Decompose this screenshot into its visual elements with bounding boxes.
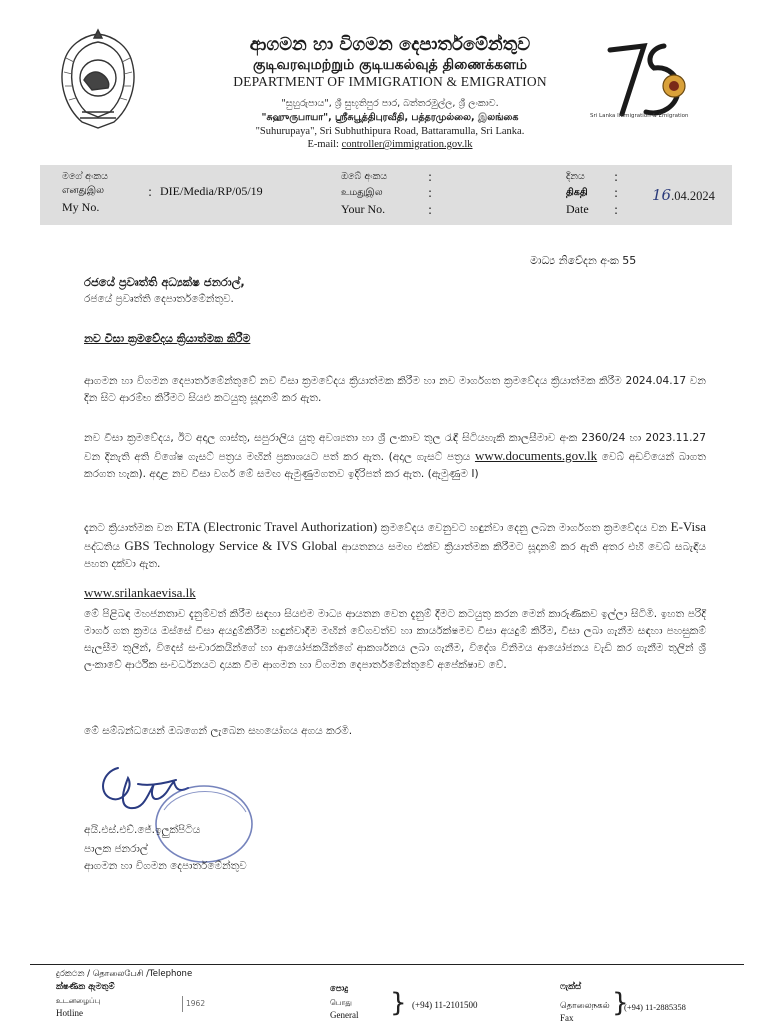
fax-label-si: ෆැක්ස් [560, 982, 582, 992]
your-no-label-si: ඔබේ අංකය [341, 171, 388, 182]
signatory-name: අයි.එස්.එච්.ජේ.ඉලුක්පිටිය [84, 824, 201, 836]
department-name-english: DEPARTMENT OF IMMIGRATION & EMIGRATION [233, 74, 547, 89]
paragraph-3-gbs: GBS Technology Service & IVS Global [124, 538, 338, 553]
general-label-ta: பொது [330, 998, 352, 1007]
email-label: E-mail: [307, 139, 339, 150]
your-no-colon-2: : [428, 186, 433, 200]
signatory-department: ආගමන හා විගමන දෙපාර්තමේන්තුව [84, 860, 247, 872]
my-no-value: DIE/Media/RP/05/19 [160, 184, 263, 198]
date-value [652, 186, 715, 204]
department-name-tamil: குடிவரவுமற்றும் குடியகல்வுத் திணைக்களம் [253, 57, 527, 73]
footer-divider [30, 964, 744, 965]
addressee-line-2: රජයේ ප්‍රවෘත්ති දෙපාර්තමේන්තුව. [84, 293, 234, 305]
email-line [180, 139, 600, 150]
hotline-label-ta: உடனழைப்பு [56, 996, 101, 1005]
paragraph-5: මේ සම්බන්ධයෙන් ඔබගෙන් ලැබෙන සහයෝගය අගය කරමි. [84, 725, 353, 737]
fax-value: (+94) 11-2885358 [624, 1002, 686, 1012]
my-no-colon: : [148, 185, 153, 199]
email-link[interactable]: controller@immigration.gov.lk [341, 139, 473, 150]
srilankaevisa-link[interactable]: www.srilankaevisa.lk [84, 585, 196, 600]
fax-label-ta: தொலைநகல் [560, 1001, 610, 1011]
signatory-title: පාලක ජනරාල් [84, 843, 148, 855]
paragraph-3-evisa: E-Visa [670, 519, 706, 534]
general-label-en: General [330, 1010, 359, 1020]
your-no-label-ta: உமதுஇல [341, 187, 383, 198]
paragraph-4: මේ පිළිබඳ මහජනතාව දැනුම්වත් කිරීම සඳහා සියළුම මාධ්‍ය ආයතන වෙත දැනුම් දීමට කටයුතු කරන මෙන් කාරුණිකව ඉල්ලා සිටිමි. ඉහත පරිදි මාර්ග ගත ක්‍රමය ඔස්සේ වීසා අයදුම්කිරීම හඳුන්වාදීම මඟින් වේගවත්ව හා කාර්යක්ෂමව වීසා අයදුම් කිරීම, වීසා ලබා ගැනීම සඳහා පහසුකම් සැලසීම තුලින්, විදෙස් සංචාරකයින්ගේ හා ආයෝජකයින්ගේ ආකර්ශනය ලබා ගැනීම, විදේශ විනිමය ආයෝජනය වැඩි කර ගැනීම තුලින් ශ්‍රී ලංකාවේ ආර්ථික සංවර්ධනයට දායක වීම ආගමන හා විගමන දෙපාර්තමේන්තුවේ අපේක්ෂාව වේ. [84, 608, 706, 671]
paragraph-3-eta: ETA (Electronic Travel Authorization) [176, 519, 378, 534]
logo-caption: Sri Lanka Immigration & Emigration [590, 113, 689, 119]
date-label-en: Date [566, 202, 589, 216]
my-no-label-ta: எனதுஇல [62, 185, 104, 196]
address-english: "Suhurupaya", Sri Subhuthipura Road, Battaramulla, Sri Lanka. [255, 126, 525, 137]
your-no-label-en: Your No. [341, 202, 386, 216]
paragraph-3-text-c: පද්ධතිය [84, 541, 120, 553]
general-brace: } [390, 988, 407, 1018]
your-no-colon-3: : [428, 203, 433, 217]
date-label-ta: திகதி [566, 187, 588, 198]
your-no-colon-1: : [428, 170, 433, 184]
address-sinhala: "සුහුරුපාය", ශ්‍රී සුභූතිපුර පාර, බත්තරමුල්ල, ශ්‍රී ලංකාව. [281, 98, 499, 109]
fax-label-en: Fax [560, 1013, 574, 1023]
paragraph-1: ආගමන හා විගමන දෙපාර්තමේන්තුවේ නව වීසා ක්‍රමවේදය ක්‍රියාත්මක කිරීම හා නව මාර්ගගත ක්‍රමවේදය ක්‍රියාත්මක කිරීම 2024.04.17 වන දින සිට ආරම්භ කිරීමට සියළු කටයුතු සූදානම් කර ඇත. [84, 375, 706, 404]
paragraph-2-text-b: වෙබ් අඩවියෙන් බාගත කරගත හැක). අදාළ නව වීසා වර්ග මේ සමඟ ඇමුණුමගතව ඉදිරිපත් කර ඇත. (ඇමුණුම I) [84, 451, 706, 480]
documents-gov-link[interactable]: www.documents.gov.lk [474, 448, 598, 463]
paragraph-3-text-d: ආයතනය සමඟ එක්ව ක්‍රියාත්මක කිරීමට සූදානම් කර ඇති අතර එහි වෙබ් සබැඳිය පහත දක්වා ඇත. [84, 541, 707, 570]
paragraph-2-text-a: නව වීසා ක්‍රමවේදය, ඊට අදාල ගාස්තු, සපුරාලිය යුතු අවශ්‍යතා හා ශ්‍රී ලංකාව තුල රැඳී සිටියහැකි කාලසීමාව අංක 2360/24 හා 2023.11.27 වන දිනැති අති විශේෂ ගැසට් පත්‍රය මඟින් ප්‍රකාශයට පත් කර ඇත. (අදාල ගැසට් පත්‍රය [84, 432, 706, 463]
date-colon-3: : [614, 203, 619, 217]
date-label-si: දිනය [566, 171, 585, 182]
media-release-number: මාධ්‍ය නිවේදන අංක 55 [530, 254, 637, 267]
paragraph-3 [84, 518, 706, 573]
fax-brace: } [612, 988, 629, 1018]
paragraph-3-text-a: දැනට ක්‍රියාත්මක වන [84, 522, 173, 534]
hotline-label-si: ක්ෂණික ඇමතුම් [56, 982, 115, 992]
paragraph-3-text-b: ක්‍රමවේදය වෙනුවට හඳුන්වා දෙනු ලබන මාර්ගගත ක්‍රමවේදය වන [380, 522, 668, 534]
letter-subject: නව වීසා ක්‍රමවේදය ක්‍රියාත්මක කිරීම [84, 332, 251, 345]
date-value-rest: .04.2024 [671, 189, 715, 203]
date-colon-2: : [614, 186, 619, 200]
telephone-label: දුරකථන / தொலைபேசி /Telephone [56, 969, 193, 979]
department-name-sinhala: ආගමන හා විගමන දෙපාර්තමේන්තුව [249, 34, 531, 55]
hotline-value: 1962 [186, 999, 206, 1008]
general-value: (+94) 11-2101500 [412, 1000, 478, 1010]
hotline-label-en: Hotline [56, 1008, 83, 1018]
paragraph-2 [84, 430, 706, 483]
my-no-label-si: මගේ අංකය [62, 171, 108, 182]
date-value-day: 16 [652, 186, 672, 204]
national-emblem-icon [52, 28, 144, 134]
my-no-label-en: My No. [62, 200, 100, 214]
address-tamil: "சுஹுருபாயா", ஸ்ரீசுபூத்திபுரவீதி, பத்தரமுல்லை, இலங்கை [261, 112, 519, 123]
general-label-si: පොදු [330, 984, 349, 994]
addressee-line-1: රජයේ ප්‍රවෘත්ති අධ්‍යක්ෂ ජනරාල්, [84, 275, 245, 289]
date-colon-1: : [614, 170, 619, 184]
